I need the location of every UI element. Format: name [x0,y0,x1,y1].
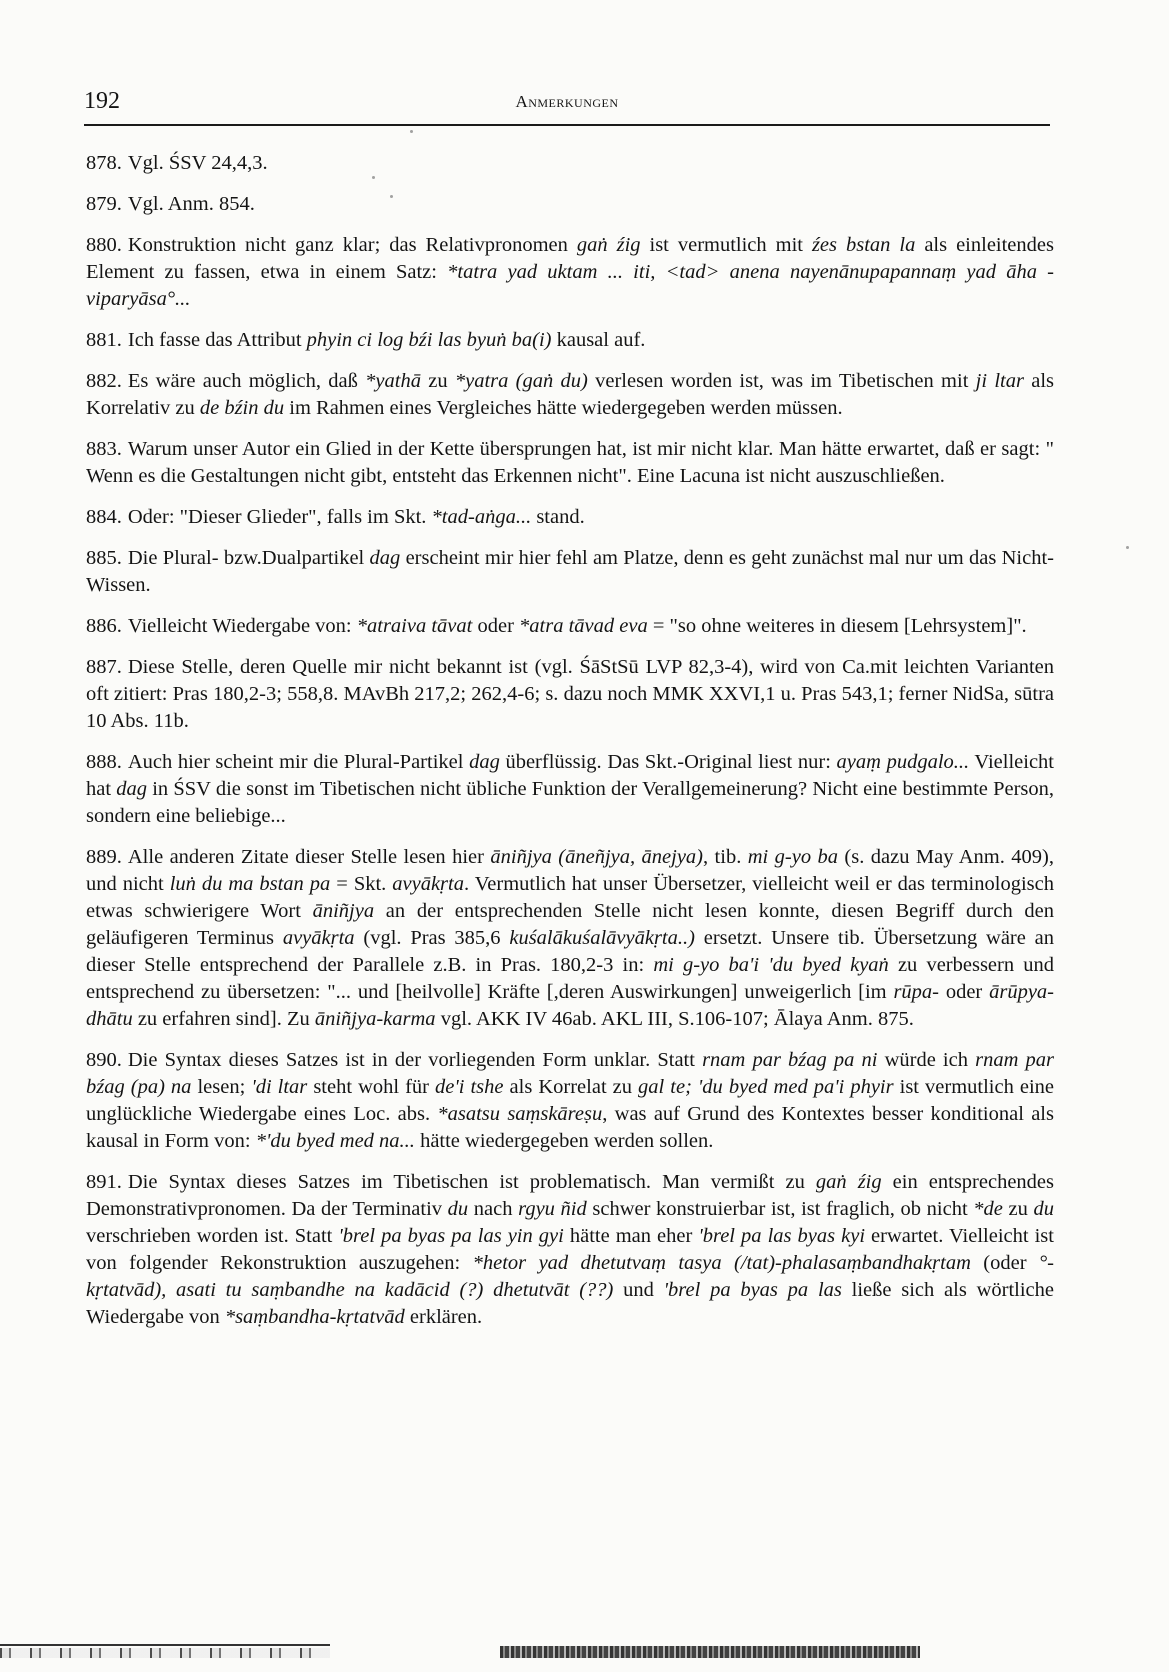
scan-speck [410,130,413,133]
endnote-text: Ich fasse das Attribut phyin ci log bźi las byuṅ ba(i) kausal auf. [127,329,646,351]
endnote-number: 878. [86,152,122,174]
endnote-878 [86,150,1054,177]
endnote-number: 891. [86,1171,122,1193]
endnote-text: Die Syntax dieses Satzes ist in der vorliegenden Form unklar. Statt rnam par bźag pa ni würde ich rnam par bźag (pa) na lesen; 'di ltar steht wohl für de'i tshe als Korrelat zu gal te; 'du byed med pa'i phyir ist vermutlich eine unglückliche Wiedergabe eines Loc. abs. *asatsu saṃskāreṣu, was auf Grund des Kontextes besser konditional als kausal in Form von: *'du byed med na... hätte wiedergegeben werden sollen. [86,1049,1055,1152]
endnote-number: 890. [86,1049,122,1071]
endnote-text: Die Plural- bzw.Dualpartikel dag erscheint mir hier fehl am Platze, denn es geht zunächst mal nur um das Nicht-Wissen. [86,547,1054,596]
endnote-text: Vgl. Anm. 854. [127,193,255,215]
endnote-883 [86,436,1054,490]
endnote-number: 884. [86,506,122,528]
scan-speck [372,176,375,179]
page-number: 192 [84,88,120,114]
endnote-text: Vgl. ŚSV 24,4,3. [127,152,268,174]
endnote-text: Es wäre auch möglich, daß *yathā zu *yatra (gaṅ du) verlesen worden ist, was im Tibetischen mit ji ltar als Korrelativ zu de bźin du im Rahmen eines Vergleiches hätte wiedergegeben werden müssen. [86,370,1054,419]
endnote-number: 885. [86,547,122,569]
endnotes-list [86,150,1054,1345]
endnote-number: 889. [86,846,122,868]
endnote-887 [86,654,1054,735]
endnote-890 [86,1047,1054,1155]
endnote-text: Die Syntax dieses Satzes im Tibetischen ist problematisch. Man vermißt zu gaṅ źig ein entsprechendes Demonstrativpronomen. Da der Terminativ du nach rgyu ñid schwer konstruierbar ist, ist fraglich, ob nicht *de zu du verschrieben worden ist. Statt 'brel pa byas pa las yin gyi hätte man eher 'brel pa las byas kyi erwartet. Vielleicht ist von folgender Rekonstruktion auszugehen: *hetor yad dhetutvaṃ tasya (/tat)-phalasaṃbandhakṛtam (oder °-kṛtatvād), asati tu saṃbandhe na kadācid (?) dhetutvāt (??) und 'brel pa byas pa las ließe sich als wörtliche Wiedergabe von *saṃbandha-kṛtatvād erklären. [86,1171,1054,1328]
endnote-885 [86,545,1054,599]
endnote-888 [86,749,1054,830]
endnote-number: 883. [86,438,122,460]
endnote-text: Auch hier scheint mir die Plural-Partikel dag überflüssig. Das Skt.-Original liest nur: ayaṃ pudgalo... Vielleicht hat dag in ŚSV die sonst im Tibetischen nicht übliche Funktion der Verallgemeinerung? Nicht eine bestimmte Person, sondern eine beliebige... [86,751,1054,827]
page-header [84,88,1050,126]
scan-artifact-rule [0,1644,330,1646]
endnote-number: 880. [86,234,122,256]
endnote-number: 879. [86,193,122,215]
endnote-891 [86,1169,1054,1331]
endnote-884 [86,504,1054,531]
endnote-880 [86,232,1054,313]
endnote-text: Alle anderen Zitate dieser Stelle lesen hier āniñjya (āneñjya, ānejya), tib. mi g-yo ba (s. dazu May Anm. 409), und nicht luṅ du ma bstan pa = Skt. avyākṛta. Vermutlich hat unser Übersetzer, vielleicht weil er das terminologisch etwas schwierigere Wort āniñjya an der entsprechenden Stelle nicht lesen konnte, diesen Begriff durch den geläufigeren Terminus avyākṛta (vgl. Pras 385,6 kuśalākuśalāvyākṛta..) ersetzt. Unsere tib. Übersetzung wäre an dieser Stelle entsprechend der Parallele z.B. in Pras. 180,2-3 in: mi g-yo ba'i 'du byed kyaṅ zu verbessern und entsprechend zu übersetzen: "... und [heilvolle] Kräfte [,deren Auswirkungen] unweigerlich [im rūpa- oder ārūpya-dhātu zu erfahren sind]. Zu āniñjya-karma vgl. AKK IV 46ab. AKL III, S.106-107; Ālaya Anm. 875. [86,846,1054,1030]
running-head: Anmerkungen [515,92,619,111]
scan-speck [390,195,393,198]
endnote-text: Warum unser Autor ein Glied in der Kette übersprungen hat, ist mir nicht klar. Man hätte erwartet, daß er sagt: " Wenn es die Gestaltungen nicht gibt, entsteht das Erkennen nicht". Eine Lacuna ist nicht auszuschließen. [86,438,1054,487]
endnote-number: 887. [86,656,122,678]
endnote-text: Konstruktion nicht ganz klar; das Relativpronomen gaṅ źig ist vermutlich mit źes bstan la als einleitendes Element zu fassen, etwa in einem Satz: *tatra yad uktam ... iti, <tad> anena nayenānupapannaṃ yad āha - viparyāsa°... [86,234,1055,310]
endnote-number: 882. [86,370,122,392]
scan-artifact-left [0,1648,330,1658]
endnote-886 [86,613,1054,640]
endnote-number: 888. [86,751,122,773]
endnote-number: 886. [86,615,122,637]
endnote-number: 881. [86,329,122,351]
scan-speck [1126,546,1129,549]
endnote-text: Diese Stelle, deren Quelle mir nicht bekannt ist (vgl. ŚāStSū LVP 82,3-4), wird von Ca.mit leichten Varianten oft zitiert: Pras 180,2-3; 558,8. MAvBh 217,2; 262,4-6; s. dazu noch MMK XXVI,1 u. Pras 543,1; ferner NidSa, sūtra 10 Abs. 11b. [86,656,1054,732]
endnote-889 [86,844,1054,1033]
endnote-879 [86,191,1054,218]
endnote-text: Vielleicht Wiedergabe von: *atraiva tāvat oder *atra tāvad eva = "so ohne weiteres in diesem [Lehrsystem]". [127,615,1027,637]
endnote-881 [86,327,1054,354]
scan-artifact-right [500,1646,920,1658]
endnote-882 [86,368,1054,422]
endnote-text: Oder: "Dieser Glieder", falls im Skt. *tad-aṅga... stand. [127,506,585,528]
